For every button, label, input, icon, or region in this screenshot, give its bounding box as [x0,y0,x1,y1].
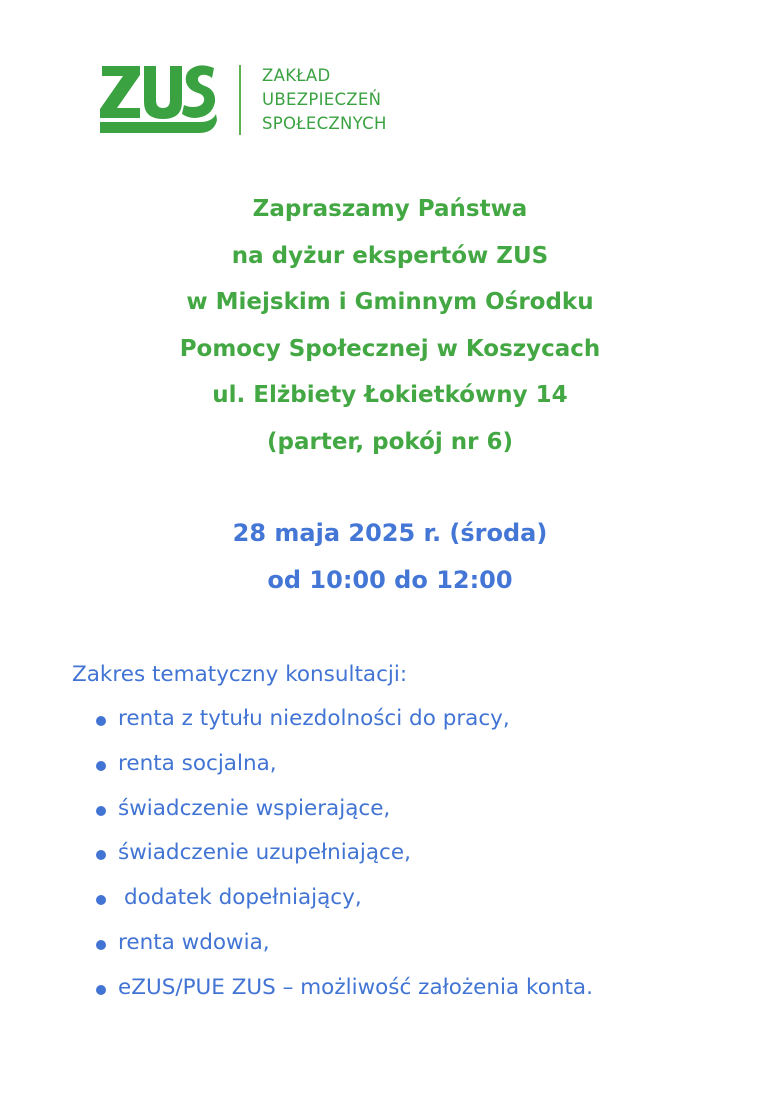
list-item [72,923,593,968]
list-item [72,699,593,744]
bullet-icon [96,985,106,995]
list-item [72,744,593,789]
invitation-text [0,186,780,465]
invitation-line: (parter, pokój nr 6) [266,428,513,455]
schedule [0,510,780,604]
schedule-date: 28 maja 2025 r. (środa) [232,519,548,547]
schedule-time: od 10:00 do 12:00 [267,566,513,594]
logo-name-line: ZAKŁAD [262,66,331,85]
zus-logo-mark [96,62,220,134]
invitation-line: ul. Elżbiety Łokietkówny 14 [212,382,568,408]
list-item [72,789,593,834]
invitation-line: Zapraszamy Państwa [252,196,528,222]
zus-logo [96,62,426,142]
bullet-icon [96,806,106,816]
bullet-icon [96,895,106,905]
topic-list [72,699,593,1013]
topic-text: renta socjalna, [118,750,277,776]
consultation-topics [72,655,593,1013]
topic-text: renta wdowia, [118,929,270,955]
topic-text: eZUS/PUE ZUS – możliwość założenia konta. [118,974,593,1000]
topic-text: dodatek dopełniający, [124,885,362,911]
bullet-icon [96,761,106,771]
topics-heading: Zakres tematyczny konsultacji: [72,662,408,687]
invitation-line: Pomocy Społecznej w Koszycach [179,335,601,362]
bullet-icon [96,850,106,860]
list-item [72,968,593,1013]
list-item [72,878,593,923]
invitation-line: w Miejskim i Gminnym Ośrodku [186,289,594,315]
logo-name-line: SPOŁECZNYCH [262,114,387,133]
topic-text: świadczenie uzupełniające, [118,840,411,866]
topic-text: renta z tytułu niezdolności do pracy, [118,706,510,731]
bullet-icon [96,940,106,950]
invitation-line: na dyżur ekspertów ZUS [231,242,549,269]
list-item [72,833,593,878]
topic-text: świadczenie wspierające, [118,795,391,821]
logo-institution-name [262,64,387,136]
logo-name-line: UBEZPIECZEŃ [262,90,382,109]
logo-divider [239,65,241,135]
bullet-icon [96,716,106,726]
